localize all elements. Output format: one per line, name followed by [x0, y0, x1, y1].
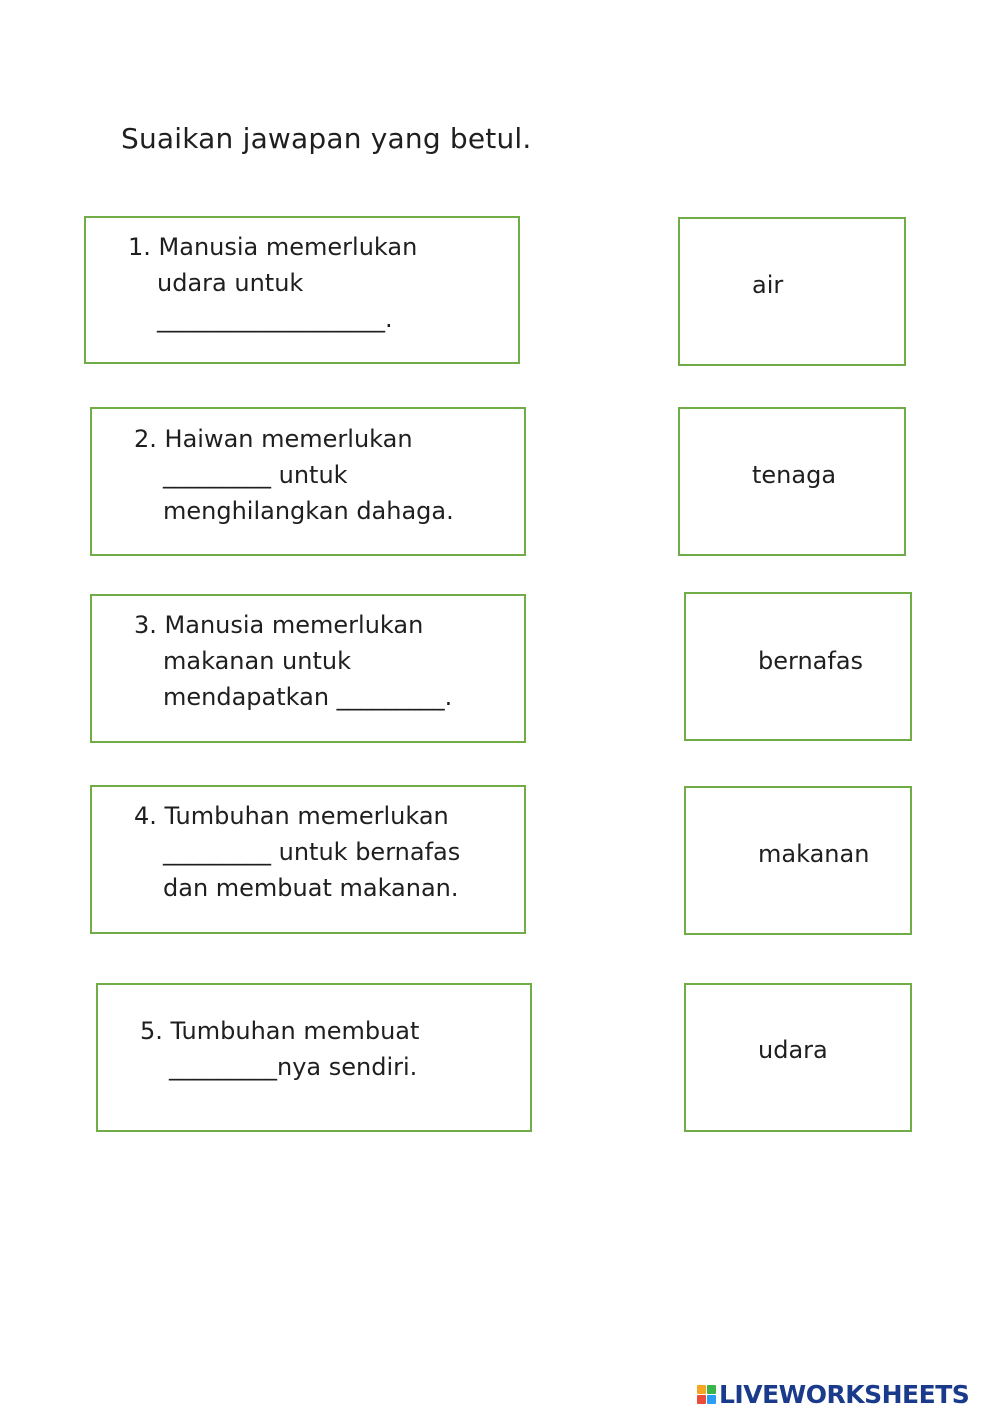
question-4-line-3: dan membuat makanan. [163, 874, 459, 902]
answer-2-text: tenaga [752, 461, 837, 489]
liveworksheets-logo [697, 1377, 969, 1411]
question-3-line-2: makanan untuk [163, 647, 351, 675]
question-3-line-3: mendapatkan _________. [163, 683, 453, 711]
answer-5-text: udara [758, 1036, 828, 1064]
question-5-text [140, 1013, 419, 1085]
question-1-line-3: ___________________. [157, 305, 393, 333]
question-4-text [134, 798, 460, 906]
answer-4-text: makanan [758, 840, 870, 868]
question-2-line-1: 2. Haiwan memerlukan [134, 425, 413, 453]
question-3-line-1: 3. Manusia memerlukan [134, 611, 424, 639]
question-4-line-2: _________ untuk bernafas [163, 838, 461, 866]
question-1-line-1: 1. Manusia memerlukan [128, 233, 418, 261]
question-5-line-2: _________nya sendiri. [169, 1053, 418, 1081]
logo-square-1 [697, 1385, 706, 1394]
question-4-line-1: 4. Tumbuhan memerlukan [134, 802, 449, 830]
logo-square-4 [707, 1395, 716, 1404]
liveworksheets-logo-text: LIVEWORKSHEETS [719, 1379, 970, 1409]
question-1-text [128, 229, 417, 337]
instruction-heading: Suaikan jawapan yang betul. [121, 122, 532, 155]
question-2-text [134, 421, 454, 529]
question-1-line-2: udara untuk [157, 269, 304, 297]
answer-3-text: bernafas [758, 647, 864, 675]
question-2-line-3: menghilangkan dahaga. [163, 497, 454, 525]
question-2-line-2: _________ untuk [163, 461, 348, 489]
answer-box-1[interactable] [678, 217, 906, 366]
logo-square-3 [697, 1395, 706, 1404]
logo-square-2 [707, 1385, 716, 1394]
question-5-line-1: 5. Tumbuhan membuat [140, 1017, 420, 1045]
liveworksheets-logo-icon [697, 1385, 716, 1404]
question-3-text [134, 607, 452, 715]
answer-1-text: air [752, 271, 784, 299]
